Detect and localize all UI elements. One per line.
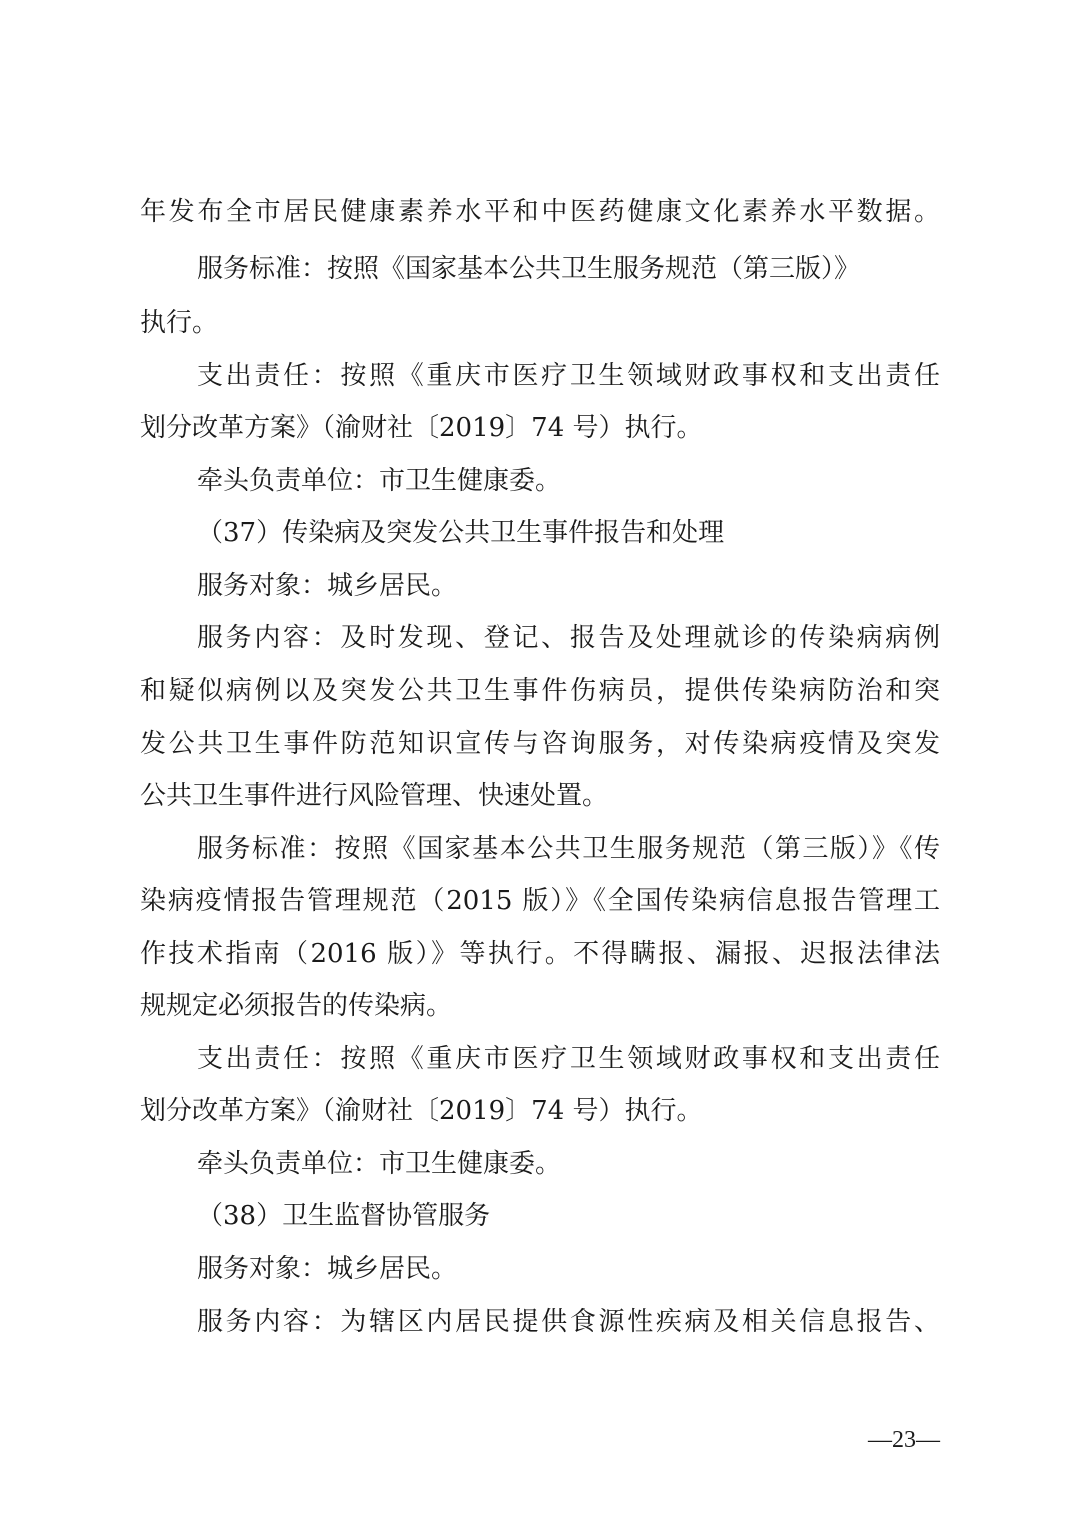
text-line: 发公共卫生事件防范知识宣传与咨询服务，对传染病疫情及突发: [140, 729, 940, 759]
text-line: 服务内容：及时发现、登记、报告及处理就诊的传染病病例: [197, 623, 940, 653]
text-line: 规规定必须报告的传染病。: [140, 991, 453, 1021]
text-line: 服务对象：城乡居民。: [197, 1254, 458, 1284]
text-line: 服务对象：城乡居民。: [197, 571, 458, 601]
text-line: 和疑似病例以及突发公共卫生事件伤病员，提供传染病防治和突: [140, 676, 940, 706]
text-line: 服务标准：按照《国家基本公共卫生服务规范（第三版）》: [197, 254, 861, 284]
text-line: 支出责任：按照《重庆市医疗卫生领域财政事权和支出责任: [197, 1044, 940, 1074]
text-line: 执行。: [140, 308, 219, 338]
text-line: 年发布全市居民健康素养水平和中医药健康文化素养水平数据。: [140, 197, 940, 227]
text-line: 服务内容：为辖区内居民提供食源性疾病及相关信息报告、: [197, 1307, 940, 1337]
text-line: 牵头负责单位：市卫生健康委。: [197, 466, 562, 496]
page-number: —23—: [868, 1427, 940, 1453]
section-heading-38: （38）卫生监督协管服务: [197, 1201, 491, 1231]
text-line: 支出责任：按照《重庆市医疗卫生领域财政事权和支出责任: [197, 361, 940, 391]
text-line: 划分改革方案》（渝财社〔2019〕74 号）执行。: [140, 1096, 703, 1126]
section-heading-37: （37）传染病及突发公共卫生事件报告和处理: [197, 518, 725, 548]
text-line: 划分改革方案》（渝财社〔2019〕74 号）执行。: [140, 413, 703, 443]
text-line: 作技术指南（2016 版）》等执行。不得瞒报、漏报、迟报法律法: [140, 939, 940, 969]
text-line: 服务标准：按照《国家基本公共卫生服务规范（第三版）》《传: [197, 834, 940, 864]
text-line: 染病疫情报告管理规范（2015 版）》《全国传染病信息报告管理工: [140, 886, 940, 916]
text-line: 牵头负责单位：市卫生健康委。: [197, 1149, 562, 1179]
text-line: 公共卫生事件进行风险管理、快速处置。: [140, 781, 609, 811]
